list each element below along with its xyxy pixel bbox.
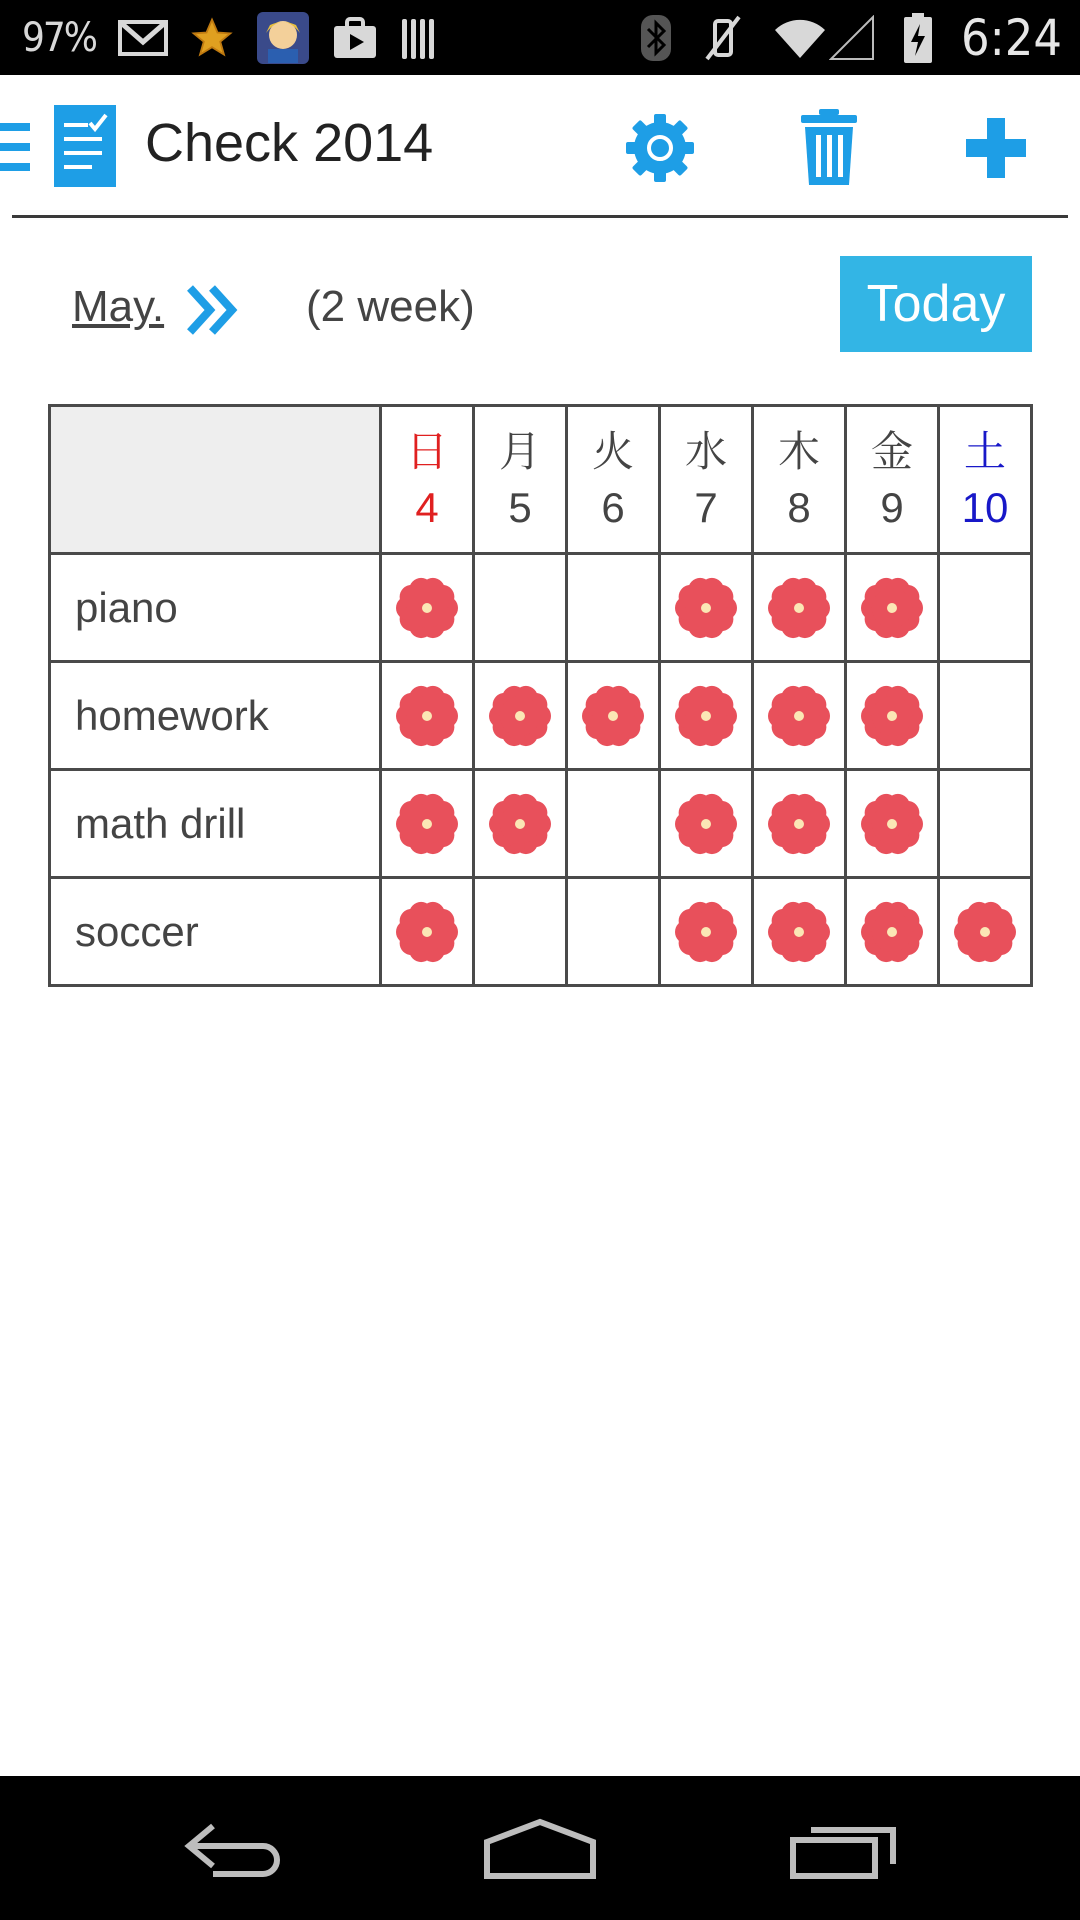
check-cell[interactable] (567, 770, 660, 878)
check-cell[interactable] (381, 878, 474, 986)
weekday-label: 土 (963, 427, 1006, 475)
flower-stamp-icon (766, 575, 832, 641)
flower-stamp-icon (394, 575, 460, 641)
check-cell[interactable] (939, 554, 1032, 662)
day-header-5 (846, 406, 939, 554)
today-button[interactable]: Today (840, 256, 1032, 352)
day-header-0 (381, 406, 474, 554)
check-cell[interactable] (567, 554, 660, 662)
date-number: 6 (601, 483, 625, 531)
flower-stamp-icon (766, 791, 832, 857)
flower-stamp-icon (952, 899, 1018, 965)
add-button[interactable] (956, 108, 1036, 188)
day-header-2 (567, 406, 660, 554)
task-name[interactable]: soccer (50, 878, 381, 986)
check-table (48, 404, 1033, 987)
week-label: (2 week) (306, 282, 475, 331)
check-cell[interactable] (474, 554, 567, 662)
check-cell[interactable] (939, 878, 1032, 986)
weekday-label: 月 (498, 427, 541, 475)
game-avatar-icon (256, 11, 310, 65)
flower-stamp-icon (487, 683, 553, 749)
check-cell[interactable] (381, 662, 474, 770)
app-title: Check 2014 (145, 113, 434, 173)
date-number: 10 (961, 483, 1009, 531)
flower-stamp-icon (859, 683, 925, 749)
task-name[interactable]: homework (50, 662, 381, 770)
check-cell[interactable] (660, 878, 753, 986)
shopping-bag-icon (332, 16, 378, 60)
check-cell[interactable] (753, 554, 846, 662)
weekday-label: 木 (777, 427, 820, 475)
home-button[interactable] (480, 1812, 600, 1884)
check-cell[interactable] (939, 662, 1032, 770)
battery-percent: 97% (22, 14, 96, 61)
bluetooth-icon (639, 13, 673, 63)
corner-cell (50, 406, 381, 554)
wifi-icon (773, 16, 827, 60)
check-cell[interactable] (846, 770, 939, 878)
checklist-app-icon (54, 105, 116, 187)
cell-signal-icon (829, 15, 875, 61)
date-number: 7 (694, 483, 718, 531)
flower-stamp-icon (859, 899, 925, 965)
trash-icon (799, 109, 859, 187)
task-name[interactable]: piano (50, 554, 381, 662)
settings-button[interactable] (620, 108, 700, 188)
header-row (50, 406, 1032, 554)
settings-icon (624, 112, 696, 184)
flower-stamp-icon (673, 683, 739, 749)
table-row (50, 770, 1032, 878)
star-icon (190, 16, 234, 60)
flower-stamp-icon (487, 791, 553, 857)
weekday-label: 金 (870, 427, 913, 475)
flower-stamp-icon (673, 899, 739, 965)
check-cell[interactable] (474, 878, 567, 986)
next-week-button[interactable] (184, 282, 244, 338)
check-cell[interactable] (660, 554, 753, 662)
check-cell[interactable] (381, 770, 474, 878)
flower-stamp-icon (859, 791, 925, 857)
flower-stamp-icon (394, 683, 460, 749)
weekday-label: 日 (405, 427, 448, 475)
barcode-icon (400, 15, 440, 61)
check-cell[interactable] (381, 554, 474, 662)
table-row (50, 878, 1032, 986)
check-cell[interactable] (474, 662, 567, 770)
check-cell[interactable] (846, 662, 939, 770)
check-cell[interactable] (660, 770, 753, 878)
task-name[interactable]: math drill (50, 770, 381, 878)
back-button[interactable] (178, 1812, 298, 1884)
day-header-3 (660, 406, 753, 554)
flower-stamp-icon (394, 791, 460, 857)
action-bar-divider (12, 215, 1068, 218)
check-cell[interactable] (753, 878, 846, 986)
delete-button[interactable] (789, 108, 869, 188)
double-chevron-right-icon (184, 282, 244, 338)
date-number: 9 (880, 483, 904, 531)
check-cell[interactable] (846, 554, 939, 662)
flower-stamp-icon (859, 575, 925, 641)
date-number: 4 (415, 483, 439, 531)
menu-icon[interactable] (0, 123, 30, 171)
check-cell[interactable] (846, 878, 939, 986)
check-cell[interactable] (753, 662, 846, 770)
check-cell[interactable] (474, 770, 567, 878)
flower-stamp-icon (394, 899, 460, 965)
check-cell[interactable] (567, 662, 660, 770)
date-number: 8 (787, 483, 811, 531)
table-row (50, 662, 1032, 770)
day-header-6 (939, 406, 1032, 554)
check-cell[interactable] (753, 770, 846, 878)
weekday-label: 水 (684, 427, 727, 475)
day-header-4 (753, 406, 846, 554)
battery-charging-icon (903, 12, 933, 64)
day-header-1 (474, 406, 567, 554)
check-cell[interactable] (939, 770, 1032, 878)
vibrate-icon (701, 13, 745, 63)
flower-stamp-icon (580, 683, 646, 749)
gmail-icon (118, 20, 168, 56)
recent-apps-button[interactable] (784, 1812, 904, 1884)
home-icon (483, 1816, 597, 1880)
flower-stamp-icon (766, 899, 832, 965)
date-number: 5 (508, 483, 532, 531)
table-row (50, 554, 1032, 662)
weekday-label: 火 (591, 427, 634, 475)
recent-apps-icon (789, 1816, 899, 1880)
add-icon (964, 116, 1028, 180)
back-icon (183, 1818, 293, 1878)
clock: 6:24 (960, 8, 1062, 67)
status-bar (0, 0, 1080, 75)
check-cell[interactable] (567, 878, 660, 986)
flower-stamp-icon (673, 575, 739, 641)
month-link[interactable]: May. (72, 282, 165, 331)
check-cell[interactable] (660, 662, 753, 770)
flower-stamp-icon (673, 791, 739, 857)
flower-stamp-icon (766, 683, 832, 749)
